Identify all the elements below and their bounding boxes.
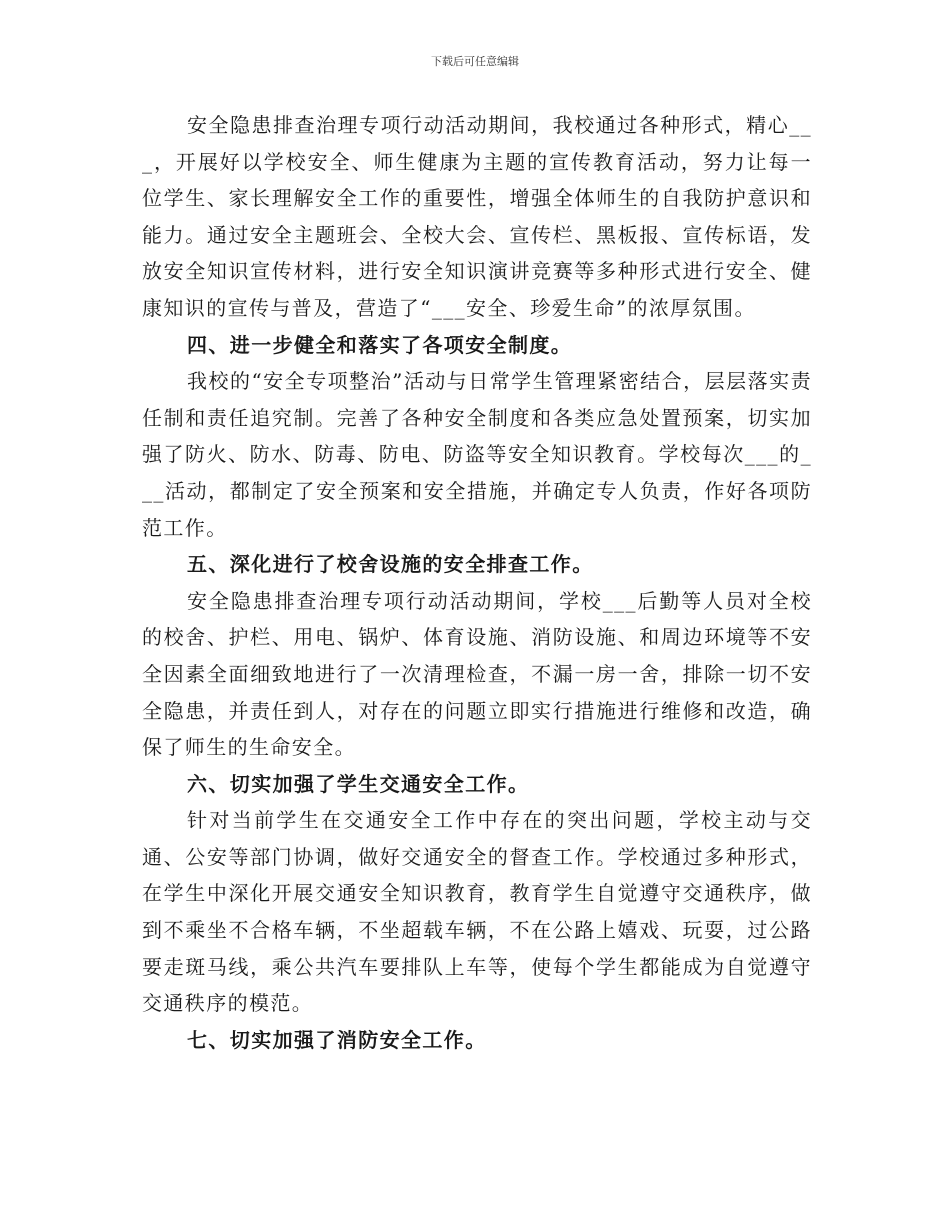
section-heading-4: 四、进一步健全和落实了各项安全制度。 [187, 332, 573, 357]
paragraph-traffic-safety: 针对当前学生在交通安全工作中存在的突出问题，学校主动与交通、公安等部门协调，做好交通安全的督查工作。学校通过多种形式，在学生中深化开展交通安全知识教育，教育学生自觉遵守交通秩序，做到不乘坐不合格车辆，不坐超载车辆，不在公路上嬉戏、玩耍，过公路要走斑马线，乘公共汽车要排队上车等，使每个学生都能成为自觉遵守交通秩序的模范。 [142, 808, 812, 1016]
page-header-note: 下载后可任意编辑 [431, 55, 519, 68]
section-heading-5: 五、深化进行了校舍设施的安全排查工作。 [187, 552, 594, 577]
paragraph-safety-system: 我校的“安全专项整治”活动与日常学生管理紧密结合，层层落实责任制和责任追究制。完善了各种安全制度和各类应急处置预案，切实加强了防火、防水、防毒、防电、防盗等安全知识教育。学校每次___的___活动，都制定了安全预案和安全措施，并确定专人负责，作好各项防范工作。 [142, 369, 812, 540]
section-heading-6: 六、切实加强了学生交通安全工作。 [187, 771, 530, 796]
paragraph-facility-inspection: 安全隐患排查治理专项行动活动期间，学校___后勤等人员对全校的校舍、护栏、用电、锅炉、体育设施、消防设施、和周边环境等不安全因素全面细致地进行了一次清理检查，不漏一房一舍，排除一切不安全隐患，并责任到人，对存在的问题立即实行措施进行维修和改造，确保了师生的生命安全。 [142, 588, 812, 760]
section-heading-7: 七、切实加强了消防安全工作。 [187, 1027, 487, 1052]
paragraph-publicity: 安全隐患排查治理专项行动活动期间，我校通过各种形式，精心___，开展好以学校安全、师生健康为主题的宣传教育活动，努力让每一位学生、家长理解安全工作的重要性，增强全体师生的自我防护意识和能力。通过安全主题班会、全校大会、宣传栏、黑板报、宣传标语，发放安全知识宣传材料，进行安全知识演讲竞赛等多种形式进行安全、健康知识的宣传与普及，营造了“___安全、珍爱生命”的浓厚氛围。 [142, 113, 812, 320]
document-body [142, 107, 812, 1058]
